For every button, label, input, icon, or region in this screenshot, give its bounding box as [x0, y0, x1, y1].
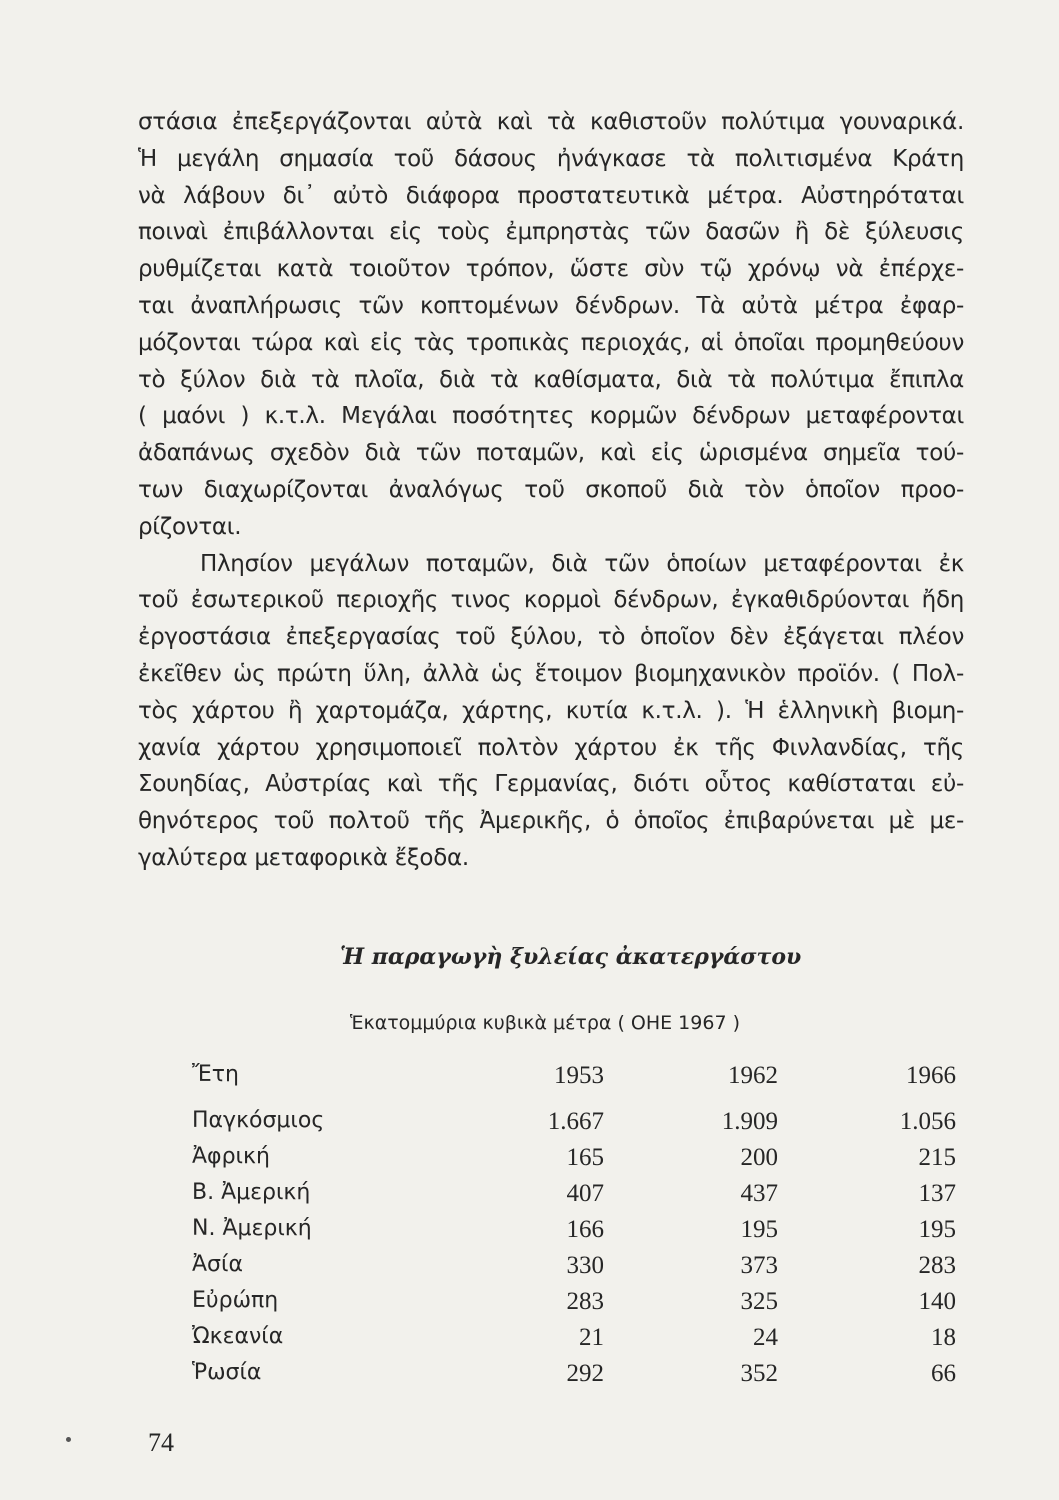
- text-line: τὸ ξύλον διὰ τὰ πλοῖα, διὰ τὰ καθίσματα, διὰ τὰ πολύτιμα ἔπιπλα: [138, 366, 964, 393]
- table-cell: 407: [566, 1180, 604, 1207]
- region-label: Εὐρώπη: [192, 1288, 279, 1313]
- table-cell: 195: [918, 1216, 956, 1243]
- table-cell: 1.667: [547, 1108, 604, 1135]
- text-line: ποιναὶ ἐπιβάλλονται εἰς τοὺς ἐμπρηστὰς τῶν δασῶν ἢ δὲ ξύλευσις: [138, 219, 964, 246]
- text-line: ( μαόνι ) κ.τ.λ. Μεγάλαι ποσότητες κορμῶν δένδρων μεταφέρονται: [138, 403, 964, 430]
- table-row: [0, 1324, 1059, 1360]
- table-cell: 352: [740, 1360, 778, 1387]
- text-line: χανία χάρτου χρησιμοποιεῖ πολτὸν χάρτου ἐκ τῆς Φινλανδίας, τῆς: [138, 734, 964, 761]
- table-cell: 1.056: [899, 1108, 956, 1135]
- table-cell: 140: [918, 1288, 956, 1315]
- text-line: θηνότερος τοῦ πολτοῦ τῆς Ἀμερικῆς, ὁ ὁποῖος ἐπιβαρύνεται μὲ με-: [138, 808, 964, 835]
- table-cell: 437: [740, 1180, 778, 1207]
- table-cell: 292: [566, 1360, 604, 1387]
- region-label: Β. Ἀμερική: [192, 1180, 311, 1205]
- text-line: των διαχωρίζονται ἀναλόγως τοῦ σκοποῦ διὰ τὸν ὁποῖον προο-: [138, 476, 964, 503]
- region-label: Ν. Ἀμερική: [192, 1216, 312, 1241]
- page-number: 74: [148, 1428, 174, 1457]
- table-cell: 200: [740, 1144, 778, 1171]
- table-cell: 330: [566, 1252, 604, 1279]
- text-line: μόζονται τώρα καὶ εἰς τὰς τροπικὰς περιοχάς, αἱ ὁποῖαι προμηθεύουν: [138, 329, 964, 356]
- text-line: ται ἀναπλήρωσις τῶν κοπτομένων δένδρων. Τὰ αὐτὰ μέτρα ἐφαρ-: [138, 292, 964, 319]
- table-cell: 283: [566, 1288, 604, 1315]
- year-header: 1953: [554, 1062, 604, 1089]
- table-cell: 21: [579, 1324, 604, 1351]
- table-cell: 1.909: [721, 1108, 778, 1135]
- body-text: [138, 104, 964, 877]
- region-label: Ἀσία: [192, 1252, 243, 1277]
- text-line: τὸς χάρτου ἢ χαρτομάζα, χάρτης, κυτία κ.τ.λ. ). Ἡ ἑλληνικὴ βιομη-: [138, 697, 964, 724]
- table-cell: 195: [740, 1216, 778, 1243]
- table-row: [0, 1288, 1059, 1324]
- text-line: Σουηδίας, Αὐστρίας καὶ τῆς Γερμανίας, διότι οὗτος καθίσταται εὐ-: [138, 771, 964, 798]
- text-line: Πλησίον μεγάλων ποταμῶν, διὰ τῶν ὁποίων μεταφέρονται ἐκ: [200, 550, 964, 577]
- table-cell: 137: [918, 1180, 956, 1207]
- margin-dot: [66, 1437, 71, 1442]
- text-line: στάσια ἐπεξεργάζονται αὐτὰ καὶ τὰ καθιστοῦν πολύτιμα γουναρικά.: [138, 109, 964, 135]
- text-line: ρυθμίζεται κατὰ τοιοῦτον τρόπον, ὥστε σὺν τῷ χρόνῳ νὰ ἐπέρχε-: [138, 256, 964, 283]
- year-header: 1966: [906, 1062, 956, 1089]
- table-cell: 325: [740, 1288, 778, 1315]
- table-row: [0, 1360, 1059, 1396]
- text-line: ἀδαπάνως σχεδὸν διὰ τῶν ποταμῶν, καὶ εἰς ὡρισμένα σημεῖα τού-: [138, 440, 964, 467]
- table-cell: 215: [918, 1144, 956, 1171]
- text-line: ρίζονται.: [138, 513, 242, 540]
- text-line: ἐργοστάσια ἐπεξεργασίας τοῦ ξύλου, τὸ ὁποῖον δὲν ἐξάγεται πλέον: [138, 624, 964, 651]
- text-line: ἐκεῖθεν ὡς πρώτη ὕλη, ἀλλὰ ὡς ἕτοιμον βιομηχανικὸν προϊόν. ( Πολ-: [138, 660, 964, 687]
- table-header-row: [0, 1062, 1059, 1098]
- table-row: [0, 1108, 1059, 1144]
- table-cell: 166: [566, 1216, 604, 1243]
- table-row: [0, 1180, 1059, 1216]
- text-line: γαλύτερα μεταφορικὰ ἔξοδα.: [138, 844, 469, 871]
- region-label: Παγκόσμιος: [192, 1108, 325, 1133]
- table-row: [0, 1252, 1059, 1288]
- region-label: Ἀφρική: [192, 1144, 270, 1169]
- year-header: 1962: [728, 1062, 778, 1089]
- text-line: τοῦ ἐσωτερικοῦ περιοχῆς τινος κορμοὶ δένδρων, ἐγκαθιδρύονται ἤδη: [138, 587, 964, 614]
- table-subtitle: Ἑκατομμύρια κυβικὰ μέτρα ( ΟΗΕ 1967 ): [350, 1012, 740, 1034]
- table-cell: 373: [740, 1252, 778, 1279]
- table-cell: 283: [918, 1252, 956, 1279]
- table-title: Ἡ παραγωγὴ ξυλείας ἀκατεργάστου: [340, 944, 802, 970]
- table-cell: 18: [931, 1324, 956, 1351]
- header-label: Ἔτη: [192, 1062, 239, 1087]
- text-line: Ἡ μεγάλη σημασία τοῦ δάσους ἠνάγκασε τὰ πολιτισμένα Κράτη: [138, 145, 964, 172]
- region-label: Ῥωσία: [192, 1360, 262, 1385]
- table-cell: 24: [753, 1324, 778, 1351]
- region-label: Ὠκεανία: [192, 1324, 284, 1349]
- table-cell: 66: [931, 1360, 956, 1387]
- table-cell: 165: [566, 1144, 604, 1171]
- table-row: [0, 1216, 1059, 1252]
- table-row: [0, 1144, 1059, 1180]
- text-line: νὰ λάβουν δι᾽ αὐτὸ διάφορα προστατευτικὰ μέτρα. Αὐστηρόταται: [138, 182, 964, 209]
